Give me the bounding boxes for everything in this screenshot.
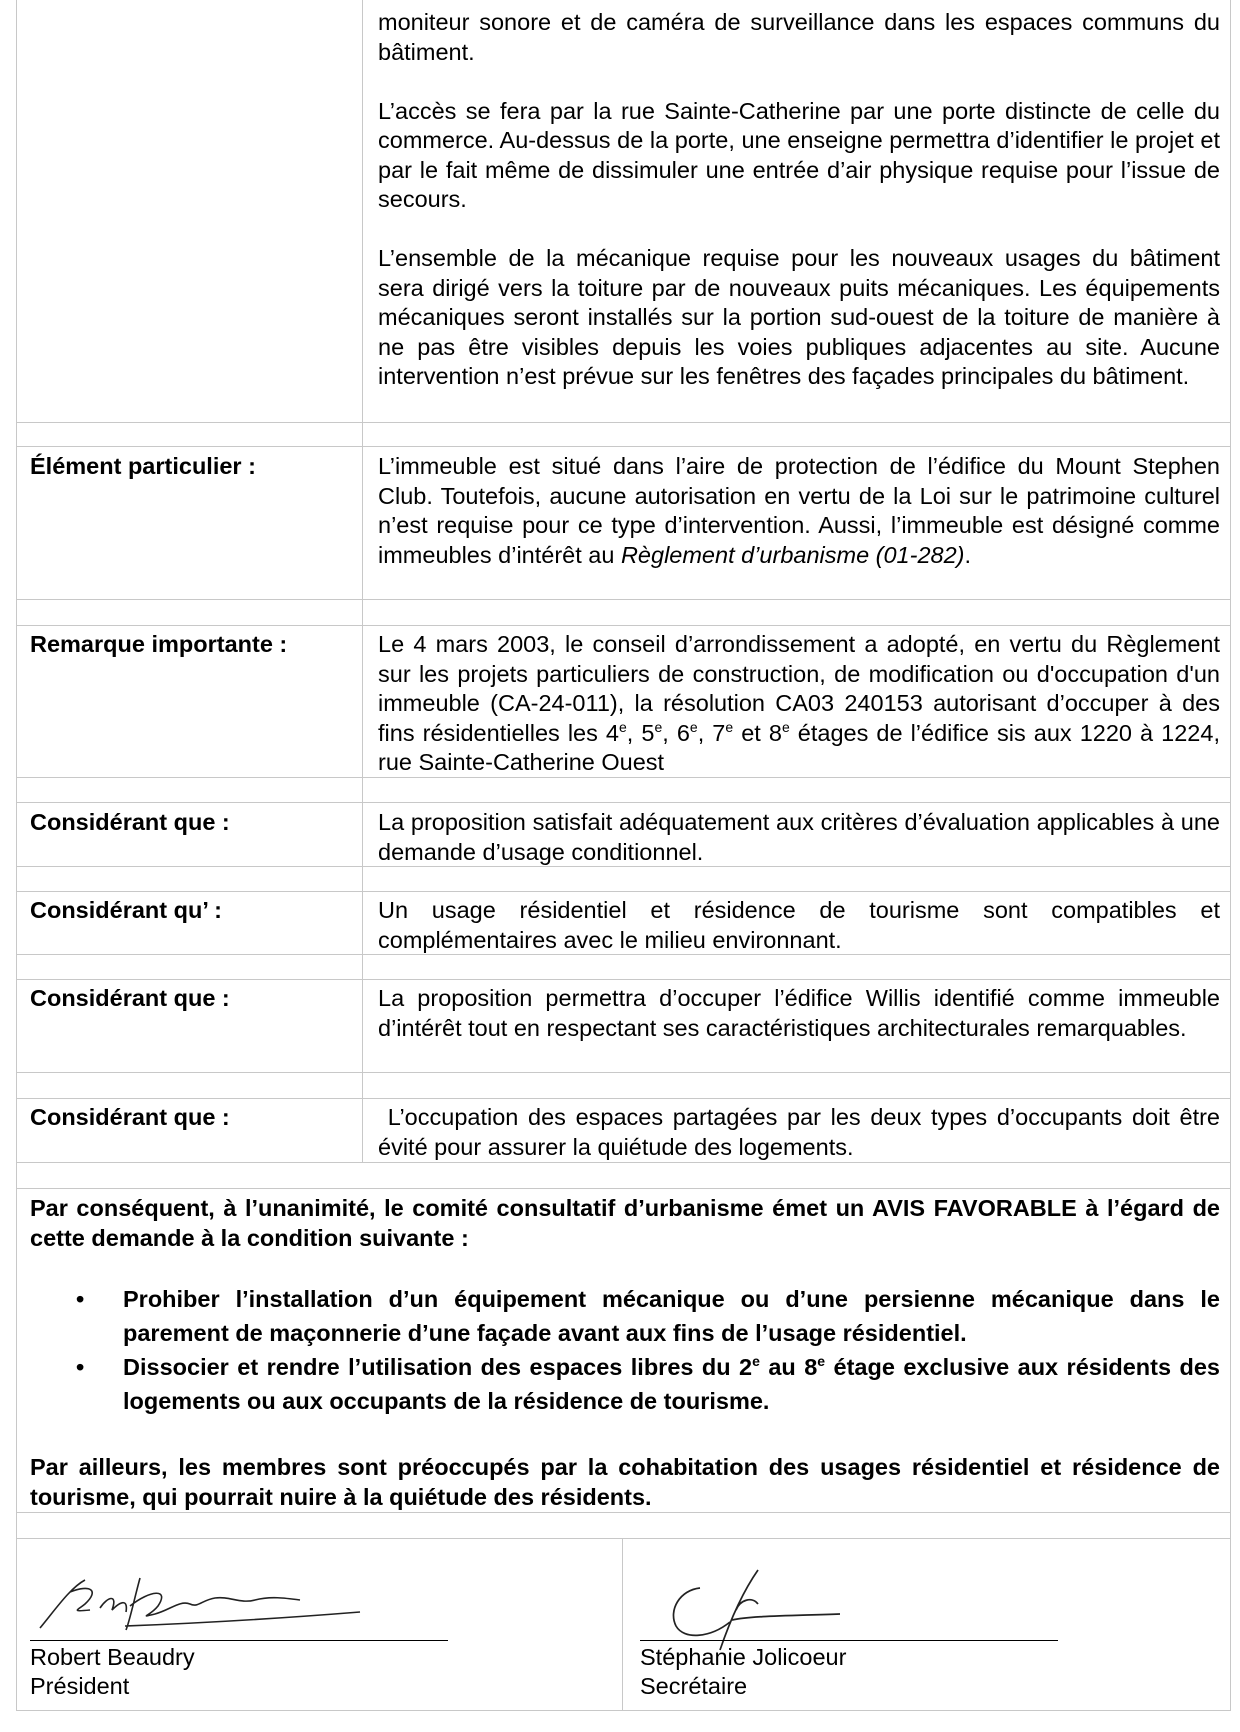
- condition-text-c: étage exclusive aux résidents des logements ou aux occupants de la résidence de tourisme.: [123, 1354, 1220, 1414]
- bullet-icon: •: [76, 1286, 85, 1312]
- conclusion-intro: [30, 1194, 1220, 1253]
- superscript: e: [817, 1353, 826, 1369]
- condition-text: Prohiber l’installation d’un équipement mécanique ou d’une persienne mécanique dans le parement de maçonnerie d’une façade avant aux fins de l’usage résidentiel.: [123, 1286, 1220, 1346]
- remarque-text-b: étages de l’édifice sis aux 1220 à 1224, rue Sainte-Catherine Ouest: [378, 719, 1220, 775]
- bullet-icon: •: [76, 1354, 85, 1380]
- condition-item: [30, 1350, 1220, 1418]
- table-bottom-border: [16, 1710, 1231, 1711]
- row-divider: [16, 1098, 1231, 1099]
- condition-item: [30, 1282, 1220, 1350]
- floor-6: , 6: [662, 719, 690, 746]
- superscript: e: [689, 718, 698, 735]
- considerant-text: La proposition satisfait adéquatement aux critères d’évaluation applicables à une demande d’usage conditionnel.: [378, 809, 1220, 865]
- signature-line: [640, 1640, 1058, 1641]
- row-divider: [16, 1162, 1231, 1163]
- floor-5: , 5: [626, 719, 655, 746]
- condition-text-b: au 8: [759, 1354, 818, 1380]
- row-divider: [16, 599, 1231, 600]
- table-right-border: [1230, 0, 1231, 1710]
- signature-line: [30, 1640, 448, 1641]
- ailleurs-text: Par ailleurs, les membres sont préoccupés par la cohabitation des usages résidentiel et résidence de tourisme, qui pourrait nuire à la quiétude des résidents.: [30, 1454, 1220, 1510]
- signature-divider: [622, 1538, 623, 1710]
- considerant-label: Considérant que :: [30, 985, 230, 1011]
- element-label: Élément particulier :: [30, 453, 256, 479]
- superscript: e: [781, 718, 790, 735]
- element-text: [378, 452, 1220, 570]
- row-divider: [16, 1538, 1231, 1539]
- row-divider: [16, 625, 1231, 626]
- remarque-label: Remarque importante :: [30, 631, 288, 657]
- floor-8: et 8: [733, 719, 782, 746]
- element-text-main: L’immeuble est situé dans l’aire de protection de l’édifice du Mount Stephen Club. Toutefois, aucune autorisation en vertu de la Loi sur le patrimoine culturel n’est requise pour ce type d’intervention. Aussi, l’immeuble est désigné comme immeubles d’intérêt au: [378, 453, 1220, 568]
- superscript: e: [725, 718, 734, 735]
- element-text-end: .: [964, 541, 972, 568]
- considerant-text: La proposition permettra d’occuper l’édifice Willis identifié comme immeuble d’intérêt tout en respectant ses caractéristiques architecturales remarquables.: [378, 985, 1220, 1041]
- superscript: e: [654, 718, 663, 735]
- considerant-label: Considérant que :: [30, 809, 230, 835]
- signatory-title: Président: [30, 1673, 130, 1699]
- description-paragraph: L’ensemble de la mécanique requise pour les nouveaux usages du bâtiment sera dirigé vers la toiture par de nouveaux puits mécaniques. Les équipements mécaniques seront installés sur la portion sud-ouest de la toiture de manière à ne pas être visibles depuis les voies publiques adjacentes au site. Aucune intervention n’est prévue sur les fenêtres des façades principales du bâtiment.: [378, 245, 1220, 389]
- description-paragraph: L’accès se fera par la rue Sainte-Catherine par une porte distincte de celle du commerce. Au-dessus de la porte, une enseigne permettra d’identifier le projet et par le fait même de dissimuler une entrée d’air physique requise pour l’issue de secours.: [378, 97, 1220, 212]
- row-divider: [16, 979, 1231, 980]
- signatory-title: Secrétaire: [640, 1673, 748, 1699]
- conclusion-intro-b: à l’égard de cette demande à la condition suivante :: [30, 1195, 1220, 1251]
- conclusion-intro-a: Par conséquent, à l’unanimité, le comité consultatif d’urbanisme émet un: [30, 1195, 872, 1221]
- row-divider: [16, 422, 1231, 423]
- considerant-label: Considérant que :: [30, 1104, 230, 1130]
- description-text: [378, 8, 1220, 392]
- element-text-italic: Règlement d’urbanisme (01-282): [620, 541, 965, 568]
- row-divider: [16, 1072, 1231, 1073]
- superscript: e: [752, 1353, 760, 1369]
- remarque-text: [378, 630, 1220, 778]
- avis-favorable: AVIS FAVORABLE: [871, 1195, 1077, 1221]
- considerant-label: Considérant qu’ :: [30, 897, 222, 923]
- considerant-text: Un usage résidentiel et résidence de tourisme sont compatibles et complémentaires avec le milieu environnant.: [378, 897, 1220, 953]
- condition-text-a: Dissocier et rendre l’utilisation des espaces libres du 2: [123, 1354, 753, 1380]
- considerant-text: L’occupation des espaces partagées par les deux types d’occupants doit être évité pour assurer la quiétude des logements.: [378, 1104, 1227, 1160]
- row-divider: [16, 1188, 1231, 1189]
- row-divider: [16, 802, 1231, 803]
- table-left-border: [16, 0, 17, 1710]
- description-paragraph: moniteur sonore et de caméra de surveillance dans les espaces communs du bâtiment.: [378, 9, 1220, 65]
- signatory-name: Stéphanie Jolicoeur: [640, 1644, 847, 1670]
- signature-robert-beaudry: [30, 1570, 370, 1640]
- condition-list: [30, 1282, 1220, 1418]
- row-divider: [16, 1512, 1231, 1513]
- superscript: e: [619, 718, 627, 735]
- signatory-name: Robert Beaudry: [30, 1644, 195, 1670]
- row-divider: [16, 891, 1231, 892]
- row-divider: [16, 446, 1231, 447]
- column-divider: [362, 0, 363, 1162]
- floor-7: , 7: [697, 719, 726, 746]
- remarque-text-a: Le 4 mars 2003, le conseil d’arrondissement a adopté, en vertu du Règlement sur les projets particuliers de construction, de modification ou d'occupation d'un immeuble (CA-24-011), la résolution CA03 240153 autorisant d’occuper à des fins résidentielles les 4: [378, 631, 1220, 746]
